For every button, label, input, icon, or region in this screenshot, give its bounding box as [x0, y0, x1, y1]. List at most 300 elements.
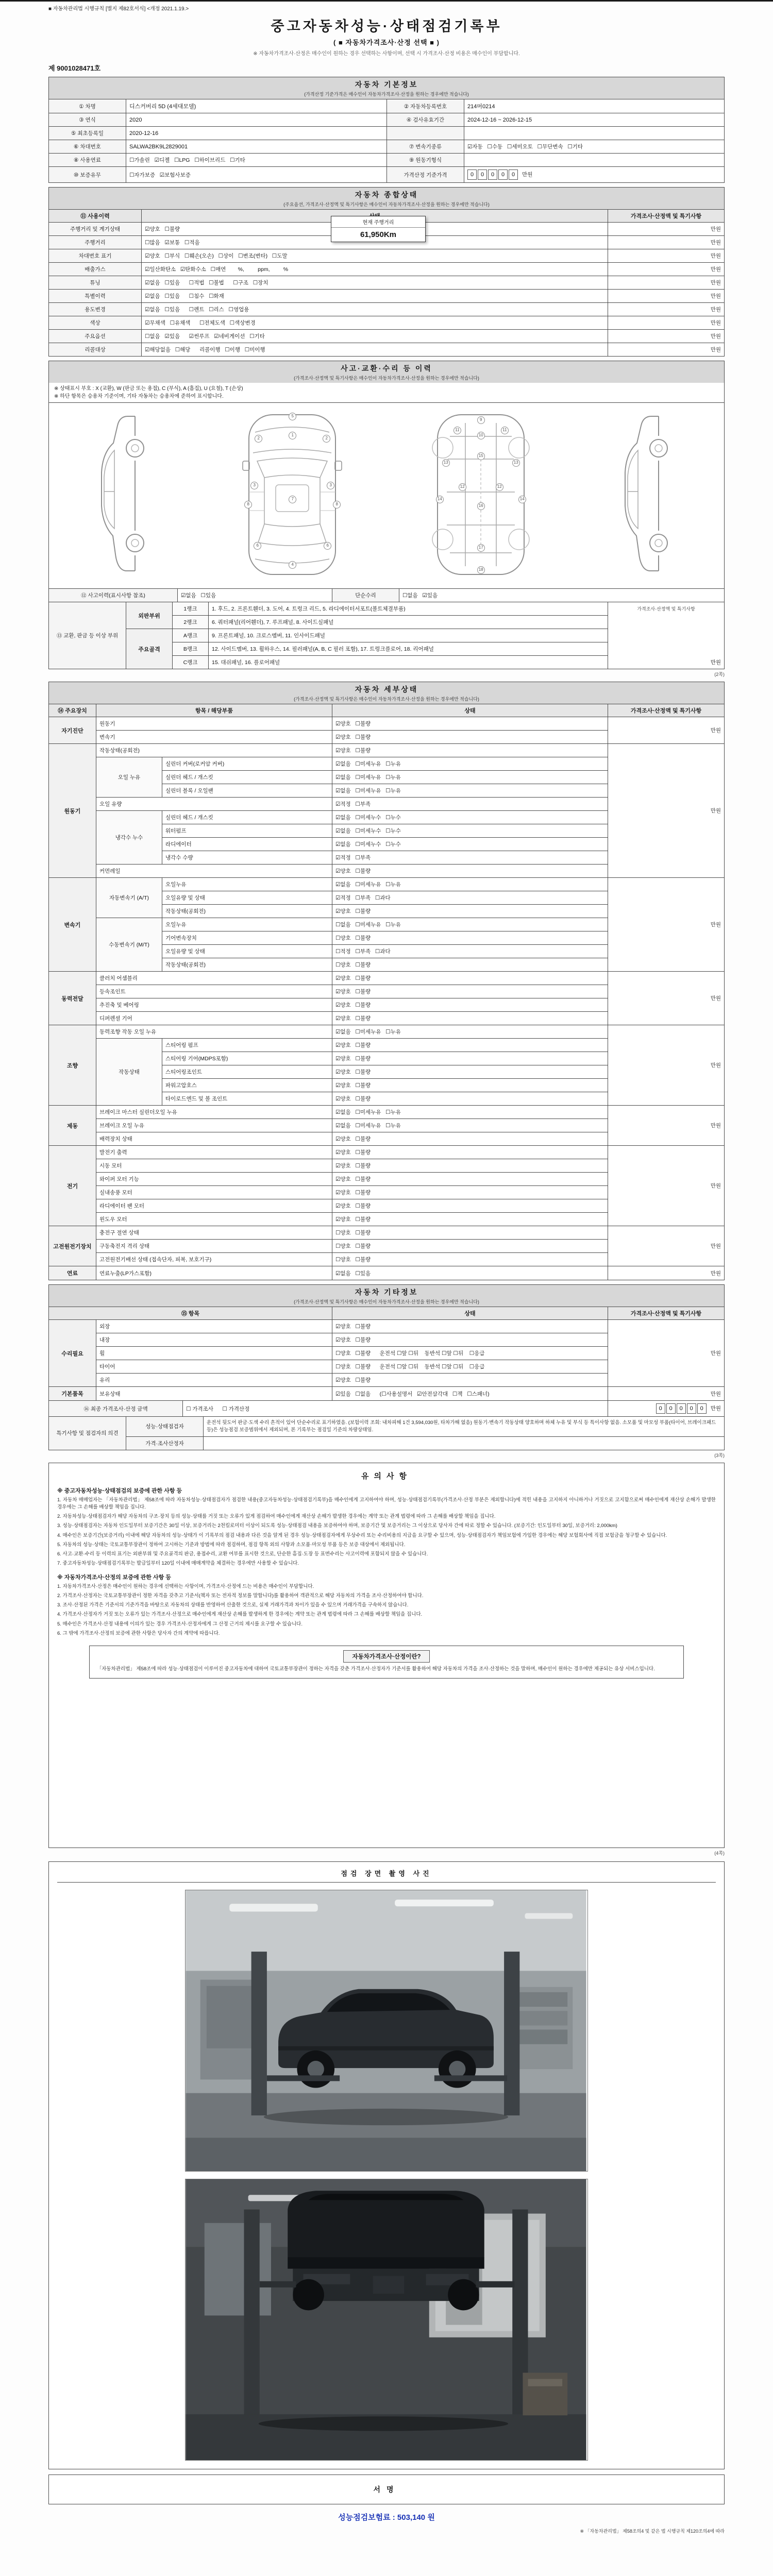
final-price-amount [656, 1403, 707, 1414]
photo-car-on-lift [186, 1890, 586, 2171]
usage-history-row [49, 343, 725, 357]
part-number-marker: 10 [477, 432, 485, 439]
detail-item-state[interactable]: ☑양호 ☐불량 [332, 1199, 608, 1213]
inspection-period-value: 2024-12-16 ~ 2026-12-15 [464, 113, 725, 127]
form-reference: ■ 자동차관리법 시행규칙 [별지 제82호서식] <개정 2021.1.19.> [48, 6, 189, 12]
detail-item-state[interactable]: ☑적정 ☐부족 ☐과다 [332, 891, 608, 905]
detail-item-label: 추진축 및 베어링 [96, 998, 332, 1012]
table-row [49, 589, 725, 602]
part-number-marker: 6 [254, 542, 261, 550]
part-number-marker: 16 [477, 502, 485, 510]
base-price-cell [464, 167, 725, 183]
model-year-label: ③ 연식 [49, 113, 126, 127]
part-number-marker: 7 [289, 496, 296, 503]
usage-price-cell: 만원 [608, 343, 725, 357]
part-number-marker: 9 [477, 416, 485, 424]
etc-item-state[interactable]: ☑양호 ☐불량 [332, 1374, 608, 1387]
usage-item-state[interactable]: ☑없음 ☐있음 ☐침수 ☐화재 [142, 290, 608, 303]
document-title-note: ※ 자동차가격조사·산정은 매수인이 원하는 경우 선택하는 사항이며, 선택 시 가격조사·산정 비용은 매수인이 부담합니다. [253, 51, 520, 57]
state-column-header: 상태 [332, 704, 608, 717]
detail-item-state[interactable]: ☑양호 ☐불량 [332, 905, 608, 918]
detail-section-header [48, 682, 725, 704]
detail-item-label: 오일누유 [162, 878, 332, 891]
etc-item-label: 휠 [96, 1347, 332, 1360]
exchange-section-label: ⑬ 교환, 판금 등 이상 부위 [49, 602, 126, 669]
notice-paragraph: 7. 중고자동차성능·상태점검기록부는 발급일부터 120일 이내에 매매계약을 체결하는 경우에만 사용할 수 있습니다. [57, 1561, 299, 1567]
etc-price-column-header: 가격조사·산정액 및 특기사항 [608, 1307, 725, 1320]
table-row [49, 167, 725, 183]
part-number-marker: 14 [436, 496, 444, 503]
detail-item-label: 스티어링 기어(MDPS포함) [162, 1052, 332, 1065]
detail-item-state[interactable]: ☑양호 ☐불량 [332, 1065, 608, 1079]
detail-item-state[interactable]: ☑없음 ☐있음 [332, 1266, 608, 1280]
usage-item-state[interactable]: ☐많음 ☑보통 ☐적음 [142, 236, 608, 249]
part-number-marker: 12 [459, 483, 466, 491]
car-damage-diagrams [48, 402, 725, 589]
etc-item-state[interactable]: ☐양호 ☐불량 운전석 ☐앞 ☐뒤 동반석 ☐앞 ☐뒤 ☐응급 [332, 1360, 608, 1374]
detail-item-label: 와이퍼 모터 기능 [96, 1173, 332, 1186]
part-number-marker: 11 [453, 427, 461, 434]
basic-info-table [48, 99, 725, 183]
part-number-marker: 17 [477, 544, 485, 552]
usage-item-label: 차대번호 표기 [49, 249, 142, 263]
detail-subgroup-label: 작동상태 [96, 1039, 162, 1106]
inspector-opinion-table [48, 1416, 725, 1450]
detail-item-state[interactable]: ☑양호 ☐불량 [332, 1092, 608, 1106]
page-marker-4: (4쪽) [714, 1850, 725, 1856]
transmission-checkboxes[interactable]: ☑자동 ☐수동 ☐세미오토 ☐무단변속 ☐기타 [464, 140, 725, 154]
detail-price-cell: 만원 [608, 1146, 725, 1226]
detail-item-label: 실린더 헤드 / 개스킷 [162, 811, 332, 824]
etc-item-state[interactable]: ☑있음 ☐없음 (☐사용설명서 ☑안전삼각대 ☐잭 ☐스패너) [332, 1387, 608, 1401]
usage-price-cell: 만원 [608, 249, 725, 263]
etc-device-name: 수리필요 [49, 1320, 96, 1387]
price-assessor-opinion [204, 1436, 725, 1450]
odometer-value: 61,950Km [360, 230, 397, 239]
detail-price-cell: 만원 [608, 744, 725, 878]
detail-item-label: 원동기 [96, 717, 332, 731]
detail-item-label: 스티어링 펌프 [162, 1039, 332, 1052]
pricing-definition-box [89, 1646, 684, 1679]
usage-item-label: 주행거리 및 계기상태 [49, 223, 142, 236]
basic-section-title: 자동차 기본정보 [355, 80, 418, 89]
odometer-label: 현재 주행거리 [331, 216, 425, 228]
detail-item-state[interactable]: ☐적정 ☐부족 ☐과다 [332, 945, 608, 958]
detail-item-state[interactable]: ☑없음 ☐미세누수 ☐누수 [332, 838, 608, 851]
photos-section-title: 점검 장면 촬영 사진 [57, 1868, 716, 1883]
detail-device-name: 자기진단 [49, 717, 96, 744]
detail-item-label: 작동상태(공회전) [162, 958, 332, 972]
part-number-marker: 2 [255, 435, 262, 443]
detail-row [49, 878, 725, 891]
notice-paragraph: 4. 가격조사·산정자가 거짓 또는 오류가 있는 가격조사·산정으로 매수인에게 재산상 손해를 발생하게 한 경우에는 계약 또는 관계 법령에 따라 그 손해를 배상할 책임을 집니다. [57, 1612, 423, 1618]
usage-price-cell: 만원 [608, 223, 725, 236]
detail-item-state[interactable]: ☑양호 ☐불량 [332, 1159, 608, 1173]
section-detail-condition [48, 682, 725, 1280]
part-number-marker: 15 [477, 452, 485, 460]
fuel-label: ⑧ 사용연료 [49, 154, 126, 167]
detail-item-label: 구동축전지 격리 상태 [96, 1240, 332, 1253]
main-frame-label: 주요골격 [126, 629, 173, 669]
notice-paragraph: 5. 매수인은 가격조사·산정 내용에 이의가 있는 경우 가격조사·산정자에게 그 산정 근거의 제시를 요구할 수 있습니다. [57, 1621, 303, 1627]
usage-history-row [49, 330, 725, 343]
exchange-price-value: 만원 [710, 659, 721, 666]
detail-section-title: 자동차 세부상태 [355, 685, 418, 693]
detail-item-state[interactable]: ☑양호 ☐불량 [332, 972, 608, 985]
table-header-row [49, 1307, 725, 1320]
detail-item-label: 오일 유량 [96, 798, 332, 811]
car-name-value: 디스커버리 5D (4세대모델) [126, 99, 387, 113]
rank-b-items[interactable]: 12. 사이드멤버, 13. 휠하우스, 14. 필러패널(A, B, C 필러 포함), 17. 트렁크플로어, 18. 리어패널 [209, 642, 608, 656]
usage-item-state[interactable]: ☑무채색 ☐유채색 ☐전체도색 ☐색상변경 [142, 316, 608, 330]
detail-item-state[interactable]: ☑양호 ☐불량 [332, 1079, 608, 1092]
detail-condition-table [48, 704, 725, 1280]
table-row [49, 113, 725, 127]
document-title: 중고자동차성능·상태점검기록부 [271, 19, 502, 34]
simple-repair-label: 단순수리 [332, 589, 399, 602]
detail-price-cell: 만원 [608, 1226, 725, 1266]
engine-type-label: ⑨ 원동기형식 [387, 154, 464, 167]
rank-2-label: 2랭크 [173, 616, 209, 629]
notice-paragraph: 3. 조사·산정된 가격은 기준서의 기준가격을 바탕으로 자동차의 상태를 반영하여 산출한 것으로, 실제 거래가격과 차이가 있을 수 있으며 거래가격을 구속하지 않습니다. [57, 1602, 409, 1608]
detail-item-label: 타이로드엔드 및 볼 조인트 [162, 1092, 332, 1106]
accident-history-row [48, 588, 725, 602]
price-column-header: 가격조사·산정액 및 특기사항 [608, 210, 725, 223]
rank-b-label: B랭크 [173, 642, 209, 656]
usage-item-label: 튜닝 [49, 276, 142, 290]
detail-subgroup-label: 자동변속기 (A/T) [96, 878, 162, 918]
detail-item-label: 배력장치 상태 [96, 1132, 332, 1146]
detail-item-state[interactable]: ☑양호 ☐불량 [332, 1012, 608, 1025]
detail-price-cell: 만원 [608, 1106, 725, 1146]
usage-item-label: 주요옵션 [49, 330, 142, 343]
notice-title: 유의사항 [361, 1471, 412, 1481]
rank-c-label: C랭크 [173, 656, 209, 669]
detail-item-label: 브레이크 오일 누유 [96, 1119, 332, 1132]
fuel-checkboxes[interactable]: ☐가솔린 ☑디젤 ☐LPG ☐하이브리드 ☐기타 [126, 154, 387, 167]
comprehensive-section-header [48, 187, 725, 209]
detail-item-state[interactable]: ☑없음 ☐미세누유 ☐누유 [332, 757, 608, 771]
detail-device-name: 조향 [49, 1025, 96, 1106]
accident-history-label: ⑫ 사고이력(표시사항 참조) [49, 589, 178, 602]
basic-section-note: (가격산정 기준가격은 매수인이 자동차가격조사·산정을 원하는 경우에만 적습니다) [304, 92, 469, 97]
etc-item-state[interactable]: ☑양호 ☐불량 [332, 1320, 608, 1333]
usage-item-state[interactable]: ☐없음 ☑있음 ☑썬루프 ☑네비게이션 ☐기타 [142, 330, 608, 343]
usage-item-label: 배출가스 [49, 263, 142, 276]
notice-paragraph: 4. 매수인은 보증기간(보증거리) 이내에 해당 자동차의 성능·상태가 이 기록부의 점검 내용과 다른 것을 알게 된 경우 성능·상태점검자에게 무상수리 또는 수리비용의 지급을 요구할 수 있으며, 성능·상태점검자가 책임보험에 가입한 경우에는 해당 보험회사에 직접 보험금을 청구할 수 있습니다. [57, 1532, 667, 1538]
detail-item-state[interactable]: ☑없음 ☐미세누유 ☐누유 [332, 1119, 608, 1132]
detail-item-state[interactable]: ☑양호 ☐불량 [332, 1052, 608, 1065]
detail-item-state[interactable]: ☑양호 ☐불량 [332, 744, 608, 757]
notice-subsection-1-title: ※ 중고자동차성능·상태점검의 보증에 관한 사항 등 [57, 1487, 182, 1494]
part-number-marker: 5 [289, 413, 296, 420]
detail-item-label: 고전원전기배선 상태 (접속단자, 피복, 보호기구) [96, 1253, 332, 1266]
detail-item-label: 파워고압호스 [162, 1079, 332, 1092]
notice-section [48, 1463, 725, 1848]
usage-item-label: 용도변경 [49, 303, 142, 316]
usage-history-row [49, 249, 725, 263]
section-accident-history [48, 361, 725, 669]
detail-item-state[interactable]: ☑없음 ☐미세누유 ☐누유 [332, 878, 608, 891]
current-odometer-box [331, 216, 426, 242]
detail-item-state[interactable]: ☑없음 ☐미세누유 ☐누유 [332, 784, 608, 798]
accident-section-title: 사고·교환·수리 등 이력 [341, 364, 432, 372]
detail-subgroup-label: 수동변속기 (M/T) [96, 918, 162, 972]
usage-price-cell: 만원 [608, 330, 725, 343]
legal-footnote: ※ 「자동차관리법」 제58조의4 및 같은 법 시행규칙 제120조의4에 따라 [580, 2528, 725, 2534]
final-price-row [48, 1400, 725, 1417]
model-year-value: 2020 [126, 113, 387, 127]
usage-item-label: 색상 [49, 316, 142, 330]
warranty-checkboxes[interactable]: ☐자가보증 ☑보험사보증 [126, 167, 387, 183]
inspection-photos-section [48, 1861, 725, 2469]
part-number-marker: 11 [501, 427, 509, 434]
notice-paragraph: 2. 가격조사·산정자는 국토교통부장관이 정한 자격을 갖추고 기준서(책자 또는 전자적 정보를 말합니다)를 활용하여 객관적으로 해당 자동차의 가격을 조사·산정하여야 합니다. [57, 1592, 424, 1599]
detail-item-label: 등속조인트 [96, 985, 332, 998]
detail-device-name: 원동기 [49, 744, 96, 878]
detail-price-cell: 만원 [608, 1025, 725, 1106]
detail-item-state[interactable]: ☑양호 ☐불량 [332, 1132, 608, 1146]
accident-section-header [48, 361, 725, 383]
etc-item-label: 보유상태 [96, 1387, 332, 1401]
rank-a-items[interactable]: 9. 프론트패널, 10. 크로스멤버, 11. 인사이드패널 [209, 629, 608, 642]
first-registration-value: 2020-12-16 [126, 127, 387, 140]
simple-repair-checkboxes[interactable]: ☐없음 ☑있음 [399, 589, 725, 602]
exchange-price-note: 가격조사·산정액 및 특기사항 [637, 606, 695, 612]
detail-item-state[interactable]: ☑적정 ☐부족 [332, 798, 608, 811]
detail-item-state[interactable]: ☐양호 ☐불량 [332, 931, 608, 945]
section-comprehensive [48, 187, 725, 357]
exchange-price-cell [608, 602, 725, 669]
detail-item-state[interactable]: ☐없음 ☐미세누유 ☐누유 [332, 918, 608, 931]
detail-price-cell: 만원 [608, 878, 725, 972]
inspection-record-document [48, 2, 725, 2537]
detail-item-state[interactable]: ☑양호 ☐불량 [332, 1146, 608, 1159]
notice-paragraph: 3. 성능·상태점검자는 자동차 인도일부터 보증기간은 30일 이상, 보증거리는 2천킬로미터 이상이 되도록 성능·상태점검 내용을 보증하여야 하며, 보증기간 및 보증거리는 그 이상으로 당사자 간에 따로 정할 수 있습니다. (보증기간: 인도일부터 30일, 보증거리: 2,000km) [57, 1523, 617, 1529]
detail-item-label: 실린더 블록 / 오일팬 [162, 784, 332, 798]
performance-inspector-label: 성능·상태점검자 [126, 1417, 204, 1437]
price-column-header: 가격조사·산정액 및 특기사항 [608, 704, 725, 717]
usage-price-cell: 만원 [608, 316, 725, 330]
rank-a-label: A랭크 [173, 629, 209, 642]
detail-item-state[interactable]: ☐양호 ☐불량 [332, 1253, 608, 1266]
detail-item-label: 작동상태(공회전) [162, 905, 332, 918]
detail-row [49, 1025, 725, 1039]
usage-item-state[interactable]: ☑양호 ☐부식 ☐훼손(오손) ☐상이 ☐변조(변타) ☐도말 [142, 249, 608, 263]
usage-history-row [49, 316, 725, 330]
outer-panel-label: 외판부위 [126, 602, 173, 629]
section-etc-info [48, 1284, 725, 1450]
detail-item-label: 클러치 어셈블리 [96, 972, 332, 985]
part-number-marker: 13 [442, 459, 450, 467]
rank-c-items[interactable]: 15. 대쉬패널, 16. 플로어패널 [209, 656, 608, 669]
detail-subgroup-label: 냉각수 누수 [96, 811, 162, 865]
detail-subgroup-label: 오일 누유 [96, 757, 162, 798]
detail-item-state[interactable]: ☑양호 ☐불량 [332, 865, 608, 878]
empty-value-cell [464, 127, 725, 140]
detail-device-name: 동력전달 [49, 972, 96, 1025]
detail-item-state[interactable]: ☑양호 ☐불량 [332, 985, 608, 998]
accident-history-checkboxes[interactable]: ☑없음 ☐있음 [178, 589, 332, 602]
detail-item-label: 라디에이터 [162, 838, 332, 851]
notice-paragraph: 2. 자동차성능·상태점검자가 해당 자동차의 구조·장치 등의 성능·상태를 거짓 또는 오류가 있게 점검하여 매수인에게 재산상 손해가 발생한 경우에는 계약 또는 관계 법령에 따라 그 손해를 배상할 책임을 집니다. [57, 1514, 496, 1520]
car-diagram-top-view [241, 410, 344, 582]
state-mark-legend [48, 383, 725, 403]
rank-1-items[interactable]: 1. 후드, 2. 프론트휀더, 3. 도어, 4. 트렁크 리드, 5. 라디에이터서포트(볼트체결부품) [209, 602, 608, 616]
part-number-marker: 2 [323, 435, 330, 443]
inspection-period-label: ④ 검사유효기간 [387, 113, 464, 127]
part-number-marker: 12 [496, 483, 503, 491]
part-number-marker: 14 [518, 496, 526, 503]
price-assessor-label: 가격·조사산정자 [126, 1436, 204, 1450]
etc-price-cell: 만원 [608, 1320, 725, 1387]
etc-item-label: 내장 [96, 1333, 332, 1347]
amount-digit: 0 [488, 170, 497, 180]
notice-subsection-1-body [57, 1497, 716, 1568]
etc-item-label: 유리 [96, 1374, 332, 1387]
part-number-marker: 8 [244, 501, 252, 509]
document-number: 제 9001028471호 [48, 64, 101, 72]
etc-item-label: 외장 [96, 1320, 332, 1333]
detail-item-state[interactable]: ☐양호 ☐불량 [332, 958, 608, 972]
usage-item-state[interactable]: ☑없음 ☐있음 ☐렌트 ☐리스 ☐영업용 [142, 303, 608, 316]
car-side-view-drawing [617, 408, 674, 578]
warranty-label: ⑩ 보증유무 [49, 167, 126, 183]
usage-price-cell: 만원 [608, 276, 725, 290]
title-block [48, 15, 725, 57]
detail-section-note: (가격조사·산정액 및 특기사항은 매수인이 자동차가격조사·산정을 원하는 경우에만 적습니다) [294, 697, 479, 702]
detail-item-state[interactable]: ☑양호 ☐불량 [332, 1213, 608, 1226]
detail-item-state[interactable]: ☑양호 ☐불량 [332, 731, 608, 744]
table-row [49, 127, 725, 140]
detail-item-state[interactable]: ☑없음 ☐미세누유 ☐누유 [332, 1106, 608, 1119]
rank-1-label: 1랭크 [173, 602, 209, 616]
etc-section-title: 자동차 기타정보 [355, 1288, 418, 1296]
usage-item-state[interactable]: ☑양호 ☐불량 [142, 223, 608, 236]
detail-row [49, 744, 725, 757]
comprehensive-section-note: (주요옵션, 가격조사·산정액 및 특기사항은 매수인이 자동차가격조사·산정을 원하는 경우에만 적습니다) [283, 202, 490, 207]
detail-item-label: 디퍼렌셜 기어 [96, 1012, 332, 1025]
detail-item-state[interactable]: ☑없음 ☐미세누유 ☐누유 [332, 1025, 608, 1039]
etc-row [49, 1387, 725, 1401]
table-row [49, 1436, 725, 1450]
part-number-marker: 6 [324, 542, 331, 550]
detail-device-name: 변속기 [49, 878, 96, 972]
detail-item-label: 오일유량 및 상태 [162, 945, 332, 958]
amount-digit: 0 [666, 1403, 676, 1414]
base-price-amount [467, 170, 518, 180]
detail-item-state[interactable]: ☑적정 ☐부족 [332, 851, 608, 865]
final-price-checkboxes[interactable]: ☐ 가격조사 ☐ 가격산정 [183, 1401, 608, 1417]
pricing-definition-text: 「자동차관리법」 제58조에 따라 성능·상태점검이 이루어진 중고자동차에 대하여 국토교통부장관이 정하는 자격을 갖춘 가격조사·산정자가 기준서를 활용하여 해당 자동차의 가격을 조사·산정하는 것을 말하며, 매수인이 원하는 경우에만 제공되는 유상 서비스입니다. [96, 1666, 655, 1672]
signature-box[interactable] [48, 2475, 725, 2504]
detail-item-state[interactable]: ☑없음 ☐미세누유 ☐누유 [332, 771, 608, 784]
detail-item-state[interactable]: ☑양호 ☐불량 [332, 1186, 608, 1199]
detail-item-label: 브레이크 마스터 실린더오일 누유 [96, 1106, 332, 1119]
detail-item-state[interactable]: ☑없음 ☐미세누수 ☐누수 [332, 811, 608, 824]
etc-item-state[interactable]: ☐양호 ☐불량 운전석 ☐앞 ☐뒤 동반석 ☐앞 ☐뒤 ☐응급 [332, 1347, 608, 1360]
etc-state-column-header: 상태 [332, 1307, 608, 1320]
etc-row [49, 1320, 725, 1333]
detail-item-state[interactable]: ☐양호 ☐불량 [332, 1226, 608, 1240]
rank-2-items[interactable]: 6. 쿼터패널(리어휀더), 7. 루프패널, 8. 사이드실패널 [209, 616, 608, 629]
etc-device-name: 기본품목 [49, 1387, 96, 1401]
final-price-amount-cell [608, 1401, 725, 1417]
vin-value: SALWA2BK9L2829001 [126, 140, 387, 154]
car-diagram-left-side [94, 408, 156, 583]
car-side-view-drawing [94, 408, 150, 578]
part-number-marker: 3 [250, 482, 258, 489]
inspection-photo-1 [185, 1890, 588, 2172]
legend-line-1: ※ 상태표시 부호 : X (교환), W (판금 또는 용접), C (부식), A (흠집), U (요철), T (손상) [54, 386, 243, 392]
part-number-marker: 13 [512, 459, 520, 467]
detail-item-state[interactable]: ☑양호 ☐불량 [332, 1039, 608, 1052]
detail-row [49, 717, 725, 731]
page-marker-2: (2쪽) [714, 672, 725, 677]
part-number-marker: 1 [289, 432, 296, 439]
etc-item-state[interactable]: ☑양호 ☐불량 [332, 1333, 608, 1347]
detail-item-label: 충전구 절연 상태 [96, 1226, 332, 1240]
detail-item-state[interactable]: ☑없음 ☐미세누수 ☐누수 [332, 824, 608, 838]
document-subtitle: ( ■ 자동차가격조사·산정 선택 ■ ) [333, 39, 440, 46]
detail-item-label: 작동상태(공회전) [96, 744, 332, 757]
detail-device-name: 고전원전기장치 [49, 1226, 96, 1266]
usage-item-state[interactable]: ☑일산화탄소 ☑탄화수소 ☐매연 %, ppm, % [142, 263, 608, 276]
detail-price-cell: 만원 [608, 1266, 725, 1280]
usage-item-label: 리콜대상 [49, 343, 142, 357]
detail-item-label: 윈도우 모터 [96, 1213, 332, 1226]
notice-subsection-2-title: ※ 자동차가격조사·산정의 보증에 관한 사항 등 [57, 1574, 171, 1581]
usage-item-state[interactable]: ☑없음 ☐있음 ☐적법 ☐불법 ☐구조 ☐장치 [142, 276, 608, 290]
engine-type-value [464, 154, 725, 167]
usage-item-label: 특별이력 [49, 290, 142, 303]
notice-subsection-2-body [57, 1583, 716, 1638]
detail-item-state[interactable]: ☑양호 ☐불량 [332, 717, 608, 731]
detail-item-state[interactable]: ☐양호 ☐불량 [332, 1240, 608, 1253]
detail-item-label: 실내송풍 모터 [96, 1186, 332, 1199]
detail-item-state[interactable]: ☑양호 ☐불량 [332, 998, 608, 1012]
item-column-header: 항목 / 해당부품 [96, 704, 332, 717]
detail-item-label: 오일유량 및 상태 [162, 891, 332, 905]
part-number-marker: 18 [477, 566, 485, 574]
detail-item-label: 기어변속장치 [162, 931, 332, 945]
page-marker-3: (3쪽) [714, 1452, 725, 1458]
final-price-label: ⑯ 최종 가격조사·산정 금액 [49, 1401, 183, 1417]
final-price-unit: 만원 [710, 1405, 721, 1412]
detail-item-label: 시동 모터 [96, 1159, 332, 1173]
detail-item-label: 연료누출(LP가스포함) [96, 1266, 332, 1280]
detail-item-state[interactable]: ☑양호 ☐불량 [332, 1173, 608, 1186]
detail-device-name: 제동 [49, 1106, 96, 1146]
photo-car-underbody-on-lift [186, 2179, 586, 2460]
amount-digit: 0 [656, 1403, 665, 1414]
detail-price-cell: 만원 [608, 717, 725, 744]
amount-digit: 0 [478, 170, 487, 180]
amount-digit: 0 [687, 1403, 696, 1414]
usage-item-state[interactable]: ☑해당없음 ☐해당 리콜이행 ☐이행 ☐미이행 [142, 343, 608, 357]
amount-digit: 0 [467, 170, 477, 180]
legend-line-2: ※ 하단 항목은 승용차 기준이며, 기타 자동차는 승용차에 준하여 표시합니다. [54, 394, 224, 399]
transmission-label: ⑦ 변속기종류 [387, 140, 464, 154]
detail-item-label: 스티어링조인트 [162, 1065, 332, 1079]
performance-inspector-opinion: 운전석 뒷도어 판금·도색 수리 흔적이 있어 단순수리로 표기하였음. (보험이력 조회: 내차피해 1건 3,594,030원, 타차가해 없음) 원동기·변속기 작동상태 양호하며 하체 누유 및 부식 등 특이사항 없음. 소모품 및 마모성 부품(타이어, 브레이크패드 등)은 성능점검 보증범위에서 제외되며, 본 기록부는 점검일 기준의 차량상태임. [204, 1417, 725, 1437]
notice-paragraph: 1. 자동차가격조사·산정은 매수인이 원하는 경우에 선택하는 사항이며, 가격조사·산정에 드는 비용은 매수인이 부담합니다. [57, 1583, 314, 1589]
etc-item-column-header: ⑮ 항목 [49, 1307, 332, 1320]
table-row [49, 99, 725, 113]
part-number-marker: 8 [333, 501, 341, 509]
reg-no-value: 214머0214 [464, 99, 725, 113]
detail-device-name: 연료 [49, 1266, 96, 1280]
